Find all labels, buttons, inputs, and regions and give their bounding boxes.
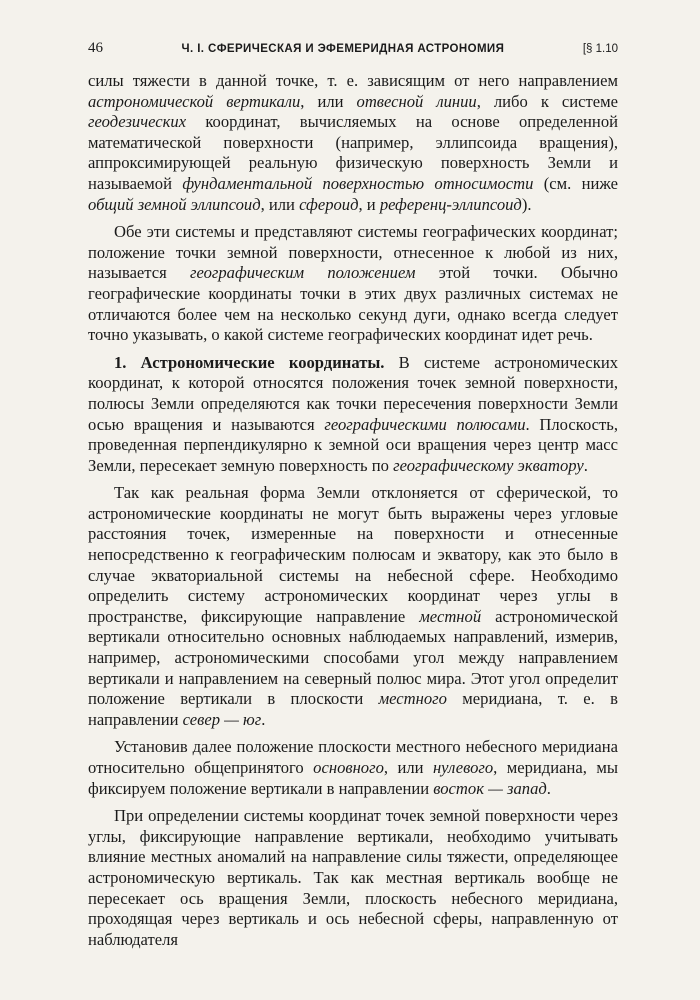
book-page (88, 40, 618, 957)
paragraph (88, 222, 618, 346)
paragraph (88, 806, 618, 950)
running-header (88, 40, 618, 57)
text-run: силы тяжести в данной точке, т. е. зависящим от него направлением (88, 71, 618, 90)
italic-term: географическими полюсами (324, 414, 526, 434)
text-run: ). (521, 194, 532, 214)
text-run: При определении системы координат точек земной поверхности через углы, фиксирующие направление вертикали, необходимо учитывать влияние местных аномалий на направление силы тяжести, определяющее астрономическую вертикаль. Так как местная вертикаль вообще не пересекает ось вращения Земли, плоскость небесного меридиана, проходящая через вертикаль и ось небесной сферы, направленную от наблюдателя (88, 806, 618, 949)
italic-term: географическому экватору (393, 455, 584, 475)
italic-term: астрономической вертикали (88, 91, 301, 111)
italic-term: местной (419, 606, 482, 626)
italic-term: нулевого (432, 758, 494, 777)
paragraph (88, 353, 618, 477)
paragraph (88, 483, 618, 730)
italic-term: фундаментальной поверхностью относимости (182, 173, 534, 193)
text-run: Обе эти системы и представляют системы географических координат; положение точки земной поверхности, отнесенное к любой из них, называется (88, 222, 618, 283)
text-run: . (261, 709, 266, 729)
text-run: , меридиана, мы фиксируем положение вертикали в направлении (88, 758, 618, 798)
text-run: , или (383, 758, 433, 777)
text-run: Установив далее положение плоскости местного небесного меридиана относительно общепринятого (88, 737, 618, 777)
italic-term: основного (313, 758, 384, 777)
text-run: меридиана, т. е. в направлении (88, 689, 618, 729)
section-heading: 1. Астрономические координаты. (114, 352, 385, 372)
text-run: Так как реальная форма Земли отклоняется от сферической, то астрономические координаты не могут быть выражены через угловые расстояния точек, измеренные на поверхности и отнесенные непосредственно к географическим полюсам и экватору, как это было в случае экваториальной системы на небесной сфере. Необходимо определить систему астрономических координат через углы в пространстве, фиксирующие направление (88, 483, 618, 626)
text-run: В системе астрономических координат, к которой относятся положения точек земной поверхности, полюсы Земли определяются как точки пересечения поверхности Земли осью вращения и называются (88, 352, 618, 434)
italic-term: географическим положением (189, 263, 416, 283)
text-run: , или (300, 91, 357, 111)
paragraph (88, 737, 618, 799)
italic-term: отвесной линии (356, 91, 477, 111)
paragraph (88, 71, 618, 215)
text-run: астрономической вертикали относительно основных наблюдаемых направлений, измерив, например, астрономическими способами угол между направлением вертикали и направлением на северный полюс мира. Этот угол определит положение вертикали в плоскости (88, 606, 618, 709)
text-run: . (583, 455, 588, 475)
section-number: [§ 1.10 (582, 43, 618, 55)
italic-term: восток — запад (433, 778, 547, 798)
italic-term: сфероид (299, 194, 359, 214)
italic-term: север — юг (182, 709, 262, 729)
text-run: , либо к системе (476, 91, 618, 111)
text-run: . (546, 778, 551, 798)
italic-term: референц-эллипсоид (379, 194, 522, 214)
italic-term: геодезических (88, 112, 187, 132)
text-run: , и (358, 194, 380, 214)
text-run: этой точки. Обычно географические координаты точки в этих двух различных системах не отличаются более чем на несколько секунд дуги, однако всегда следует точно указывать, о какой системе географических координат идет речь. (88, 263, 618, 345)
page-number: 46 (88, 40, 103, 56)
italic-term: общий земной эллипсоид (88, 194, 261, 214)
text-run: , или (260, 194, 300, 214)
text-run: . Плоскость, проведенная перпендикулярно к земной оси вращения через центр масс Земли, пересекает земную поверхность по (88, 414, 618, 475)
italic-term: местного (378, 689, 447, 709)
text-run: (см. ниже (533, 173, 618, 193)
running-title: Ч. I. СФЕРИЧЕСКАЯ И ЭФЕМЕРИДНАЯ АСТРОНОМИЯ (181, 43, 505, 55)
text-run: координат, вычисляемых на основе определенной математической поверхности (например, эллипсоида вращения), аппроксимирующей реальную физическую поверхность Земли и называемой (88, 112, 618, 193)
body-text (88, 71, 618, 950)
